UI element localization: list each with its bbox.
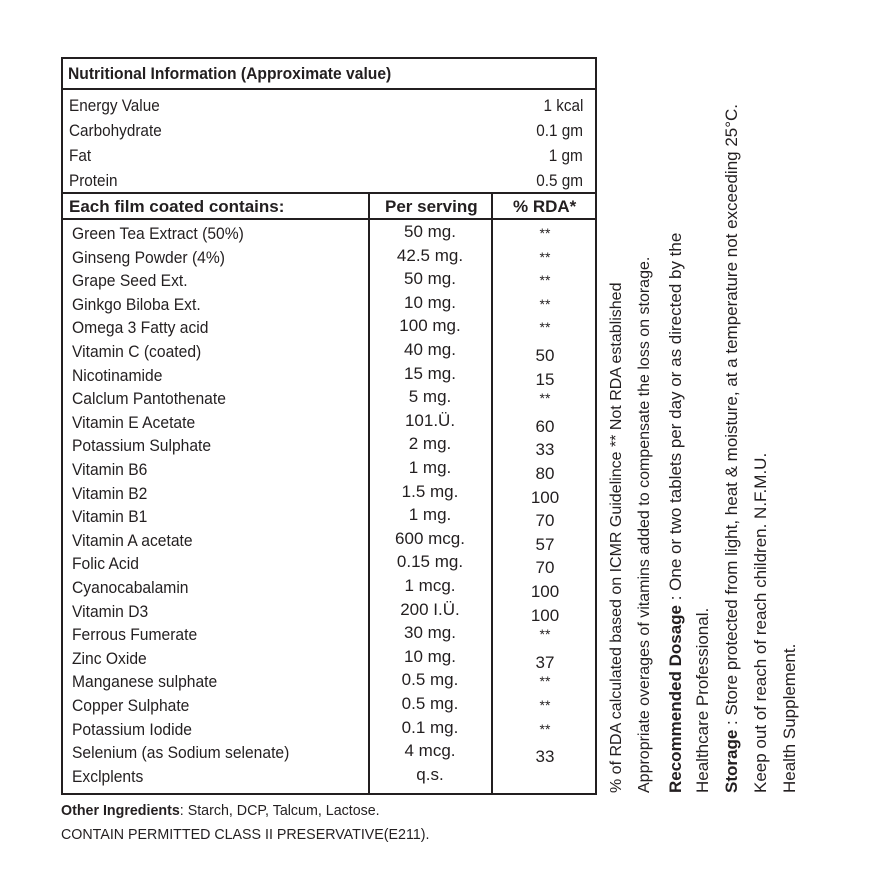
ingredient-name: Omega 3 Fatty acid [72, 318, 209, 338]
table-row [63, 246, 595, 270]
rda-value: ** [539, 272, 551, 289]
rda-value: 70 [535, 558, 555, 578]
per-serving-value: 0.5 mg. [401, 670, 459, 690]
per-serving-value: 0.15 mg. [396, 552, 464, 572]
rda-value: ** [539, 225, 551, 241]
dosage-note-continued: Healthcare Professional. [693, 607, 712, 793]
panel-title: Nutritional Information (Approximate value) [68, 64, 392, 83]
rda-value: 60 [535, 416, 555, 436]
per-serving-value: 50 mg. [404, 222, 456, 241]
rda-value: ** [539, 626, 551, 643]
ingredient-name: Selenium (as Sodium selenate) [72, 743, 290, 763]
rda-value: ** [539, 319, 551, 336]
rda-value: ** [539, 248, 551, 265]
energy-row: Carbohydrate 0.1 gm [69, 121, 583, 140]
per-serving-value: 10 mg. [404, 646, 456, 666]
table-row [63, 718, 595, 742]
rda-value: 100 [530, 487, 560, 507]
rda-value: 100 [530, 582, 560, 601]
ingredient-name: Green Tea Extract (50%) [72, 224, 244, 243]
ingredient-name: Manganese sulphate [72, 672, 218, 692]
rda-value: ** [539, 720, 551, 737]
rda-value: 33 [535, 747, 555, 767]
table-row [63, 293, 595, 317]
rda-value: 37 [535, 652, 555, 672]
energy-row: Energy Value 1 kcal [69, 96, 583, 115]
ingredient-name: Vitamin D3 [72, 601, 149, 621]
rda-value: 33 [535, 440, 555, 460]
column-header-rda: % RDA* [513, 197, 577, 216]
table-row [63, 576, 595, 600]
table-row [63, 694, 595, 718]
ingredient-name: Exclplents [72, 766, 144, 786]
column-header-name: Each film coated contains: [69, 197, 285, 216]
ingredient-name: Vitamin E Acetate [72, 412, 196, 432]
nutrition-panel [61, 57, 597, 795]
table-row [63, 340, 595, 364]
table-row [63, 765, 595, 789]
table-row [63, 670, 595, 694]
children-warning: Keep out of reach of reach children. N.F.M.U. [751, 452, 770, 793]
storage-note: Storage : Store protected from light, heat & moisture, at a temperature not exceeding 25°C. [722, 103, 741, 793]
rda-note: % of RDA calculated based on ICMR Guidelince ** Not RDA established [608, 282, 625, 793]
dosage-note: Recommended Dosage : One or two tablets per day or as directed by the [666, 232, 685, 793]
table-row [63, 600, 595, 624]
table-row [63, 647, 595, 671]
rda-value: 100 [530, 605, 560, 625]
per-serving-value: 1 mg. [408, 458, 452, 477]
table-row [63, 623, 595, 647]
per-serving-value: 50 mg. [404, 269, 456, 289]
preservative-note: CONTAIN PERMITTED CLASS II PRESERVATIVE(E211). [61, 826, 430, 843]
table-row [63, 316, 595, 340]
table-row [63, 552, 595, 576]
per-serving-value: 0.5 mg. [401, 694, 459, 713]
per-serving-value: 600 mcg. [395, 528, 465, 548]
table-header [63, 192, 595, 220]
per-serving-value: 100 mg. [399, 316, 461, 336]
energy-row: Fat 1 gm [69, 146, 583, 165]
rda-value: ** [539, 390, 551, 407]
table-row [63, 411, 595, 435]
ingredient-name: Copper Sulphate [72, 696, 190, 715]
rda-value: ** [539, 295, 551, 312]
rda-value: ** [539, 673, 551, 690]
ingredient-name: Vitamin A acetate [72, 530, 193, 550]
per-serving-value: 1 mcg. [404, 576, 456, 595]
per-serving-value: 200 I.Ü. [400, 599, 460, 619]
per-serving-value: 1 mg. [408, 505, 452, 525]
energy-row: Protein 0.5 gm [69, 171, 583, 190]
table-row [63, 482, 595, 506]
per-serving-value: 15 mg. [404, 363, 456, 383]
per-serving-value: 10 mg. [404, 292, 456, 312]
ingredient-name: Ginseng Powder (4%) [72, 247, 226, 267]
other-ingredients: Other Ingredients: Starch, DCP, Talcum, Lactose. [61, 802, 380, 819]
ingredient-name: Potassium Sulphate [72, 436, 212, 456]
rda-value: 15 [535, 369, 555, 389]
rda-value: ** [539, 697, 551, 713]
per-serving-value: 4 mcg. [404, 741, 456, 761]
table-row [63, 434, 595, 458]
per-serving-value: 42.5 mg. [396, 245, 464, 265]
table-row [63, 222, 595, 246]
per-serving-value: 5 mg. [408, 387, 452, 407]
per-serving-value: 101.Ü. [404, 410, 456, 430]
ingredient-name: Vitamin B2 [72, 483, 148, 503]
ingredient-name: Calclum Pantothenate [72, 389, 226, 409]
table-row [63, 364, 595, 388]
ingredient-name: Potassium Iodide [72, 719, 192, 739]
column-header-serving: Per serving [385, 197, 478, 216]
per-serving-value: 0.1 mg. [401, 717, 459, 737]
ingredient-name: Grape Seed Ext. [72, 271, 188, 291]
rda-value: 80 [535, 464, 555, 483]
energy-section [63, 90, 595, 192]
per-serving-value: 2 mg. [408, 434, 452, 454]
per-serving-value: 40 mg. [404, 340, 456, 359]
ingredient-name: Ferrous Fumerate [72, 625, 198, 645]
rda-value: 50 [535, 346, 555, 365]
per-serving-value: 1.5 mg. [401, 481, 459, 501]
table-row [63, 505, 595, 529]
rda-value: 70 [535, 511, 555, 531]
ingredient-name: Nicotinamide [72, 365, 163, 385]
per-serving-value: 30 mg. [404, 623, 456, 643]
table-row [63, 387, 595, 411]
health-supplement-label: Health Supplement. [780, 643, 799, 793]
table-row [63, 269, 595, 293]
overage-note: Appropriate overages of vitamins added to compensate the loss on storage. [636, 256, 653, 793]
table-row [63, 529, 595, 553]
table-row [63, 458, 595, 482]
table-row [63, 741, 595, 765]
panel-header [63, 59, 595, 90]
ingredient-name: Folic Acid [72, 554, 139, 574]
ingredient-name: Vitamin B1 [72, 507, 148, 527]
per-serving-value: q.s. [416, 764, 444, 784]
ingredient-name: Vitamin C (coated) [72, 342, 202, 361]
ingredient-name: Vitamin B6 [72, 460, 148, 479]
ingredient-name: Zinc Oxide [72, 648, 147, 668]
ingredient-name: Cyanocabalamin [72, 578, 189, 597]
ingredient-name: Ginkgo Biloba Ext. [72, 294, 201, 314]
rda-value: 57 [535, 534, 555, 554]
